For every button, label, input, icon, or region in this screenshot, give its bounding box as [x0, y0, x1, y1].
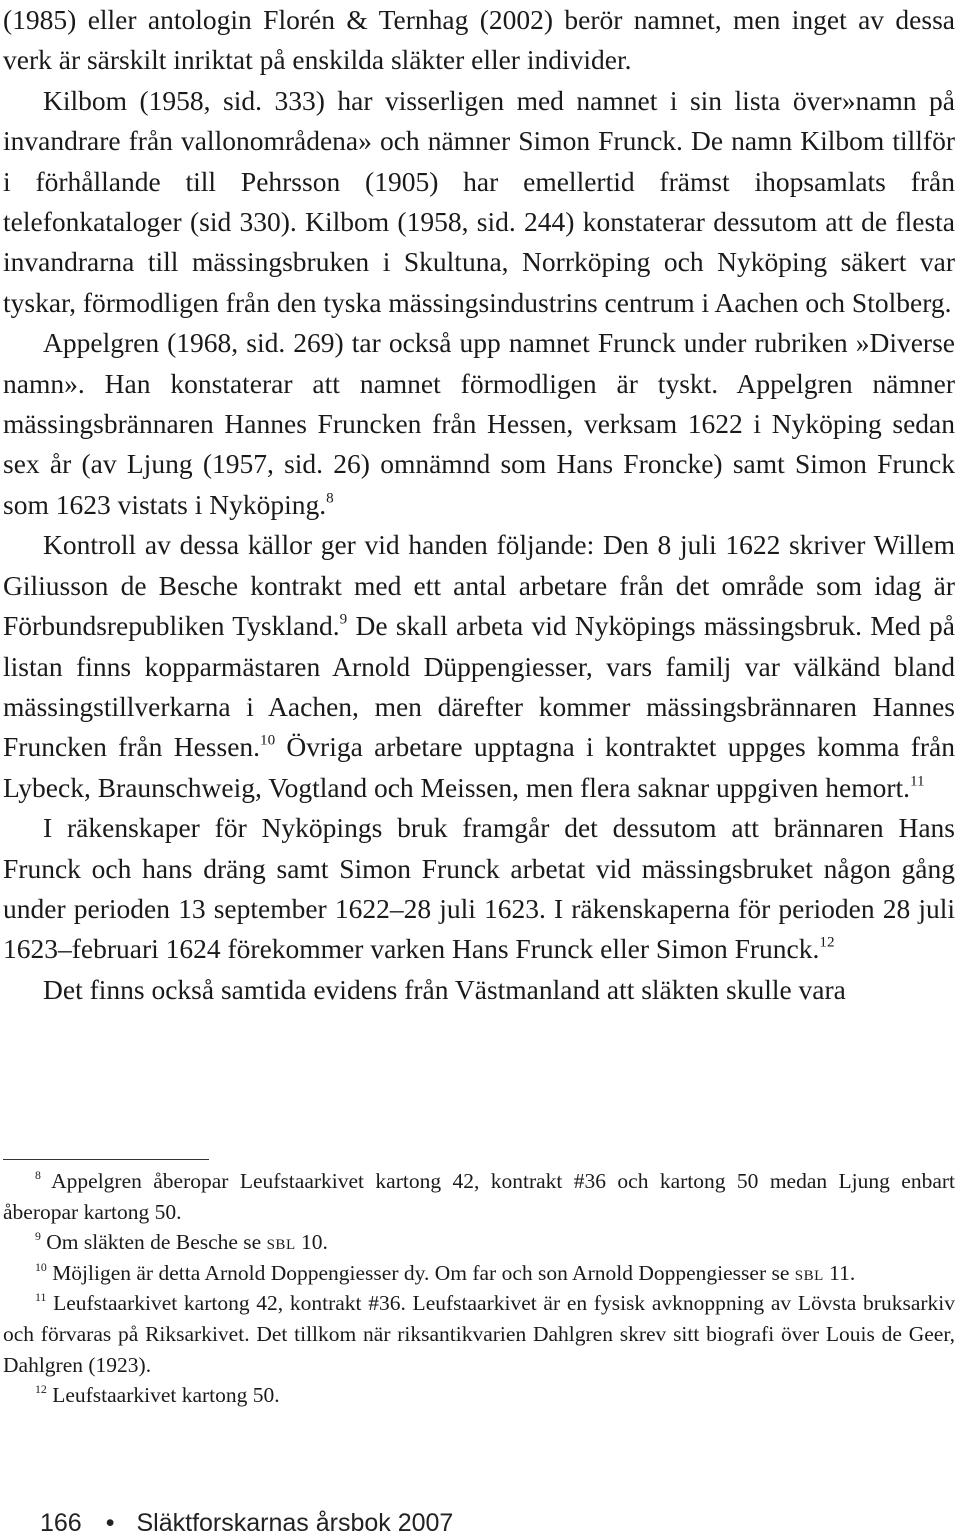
footnote-10-number: 10: [35, 1259, 47, 1274]
paragraph-4-text-b: De skall arbeta vid Nyköpings mässingsbruk. Med på listan finns kopparmästaren Arnold Düppengiesser, vars familj var välkänd bland mässingstillverkarna i Aachen, men därefter kommer mässingsbrännaren Hannes Fruncken från Hessen.: [3, 610, 955, 763]
footnote-ref-10[interactable]: 10: [260, 732, 276, 749]
footnote-10: [3, 1258, 955, 1289]
footnote-8: [3, 1166, 955, 1227]
footnote-11: [3, 1288, 955, 1380]
footnote-8-number: 8: [35, 1168, 41, 1183]
paragraph-1-text: (1985) eller antologin Florén & Ternhag (2002) berör namnet, men inget av dessa verk är särskilt inriktat på enskilda släkter eller individer.: [3, 4, 955, 76]
footnote-divider: [3, 1159, 209, 1160]
publication-title: Släktforskarnas årsbok 2007: [136, 1509, 454, 1537]
page-footer: [40, 1509, 453, 1538]
page: [3, 0, 955, 1010]
footer-bullet: •: [105, 1509, 115, 1537]
footnote-9-text-pre: Om släkten de Besche se: [46, 1230, 267, 1255]
footnotes: [3, 1166, 955, 1411]
footnote-12: [3, 1380, 955, 1411]
paragraph-4: [3, 525, 955, 808]
paragraph-3-text: Appelgren (1968, sid. 269) tar också upp namnet Frunck under rubriken »Diverse namn». Han konstaterar att namnet förmodligen är tyskt. Appelgren nämner mässingsbrännaren Hannes Fruncken från Hessen, verksam 1622 i Nyköping sedan sex år (av Ljung (1957, sid. 26) omnämnd som Hans Froncke) samt Simon Frunck som 1623 vistats i Nyköping.: [3, 327, 955, 520]
main-text: [3, 0, 955, 1010]
footnote-8-text: Appelgren åberopar Leufstaarkivet kartong 42, kontrakt #36 och kartong 50 medan Ljung enbart åberopar kartong 50.: [3, 1169, 955, 1224]
footnote-10-text-pre: Möjligen är detta Arnold Doppengiesser dy. Om far och son Arnold Doppengiesser se: [52, 1260, 795, 1285]
footnote-ref-9[interactable]: 9: [339, 611, 348, 628]
paragraph-5: [3, 808, 955, 970]
footnote-11-number: 11: [35, 1290, 47, 1305]
footnote-9-sbl: sbl: [266, 1230, 296, 1255]
footnote-9-text-post: 10.: [295, 1230, 328, 1255]
page-number: 166: [40, 1509, 82, 1537]
footnote-9: [3, 1227, 955, 1258]
footnote-9-number: 9: [35, 1229, 41, 1244]
paragraph-2-text: Kilbom (1958, sid. 333) har visserligen med namnet i sin lista över»namn på invandrare från vallonområdena» och nämner Simon Frunck. De namn Kilbom tillför i förhållande till Pehrsson (1905) har emellertid främst ihopsamlats från telefonkataloger (sid 330). Kilbom (1958, sid. 244) konstaterar dessutom att de flesta invandrarna till mässingsbruken i Skultuna, Norrköping och Nyköping säkert var tyskar, förmodligen från den tyska mässingsindustrins centrum i Aachen och Stolberg.: [3, 84, 955, 318]
footnote-10-text-post: 11.: [823, 1260, 856, 1285]
paragraph-4-text-c: Övriga arbetare upptagna i kontraktet uppges komma från Lybeck, Braunschweig, Vogtland och Meissen, men flera saknar uppgiven hemort.: [3, 731, 955, 803]
footnote-12-number: 12: [35, 1382, 47, 1397]
footnote-ref-12[interactable]: 12: [819, 935, 835, 951]
footnote-ref-8[interactable]: 8: [326, 490, 334, 507]
paragraph-2: [3, 81, 955, 323]
paragraph-6-text: Det finns också samtida evidens från Västmanland att släkten skulle vara: [43, 973, 846, 1005]
footnote-ref-11[interactable]: 11: [910, 773, 925, 790]
footnote-11-text: Leufstaarkivet kartong 42, kontrakt #36. Leufstaarkivet är en fysisk avknoppning av Lövsta bruksarkiv och förvaras på Riksarkivet. Det tillkom när riksantikvarien Dahlgren skrev sitt biografi över Louis de Geer, Dahlgren (1923).: [3, 1291, 955, 1377]
paragraph-1: [3, 0, 955, 81]
footnote-10-sbl: sbl: [794, 1260, 824, 1285]
paragraph-6: [3, 970, 955, 1010]
paragraph-5-text: I räkenskaper för Nyköpings bruk framgår det dessutom att brännaren Hans Frunck och hans dräng samt Simon Frunck arbetat vid mässingsbruket någon gång under perioden 13 september 1622–28 juli 1623. I räkenskaperna för perioden 28 juli 1623–februari 1624 förekommer varken Hans Frunck eller Simon Frunck.: [3, 812, 955, 965]
footnote-12-text: Leufstaarkivet kartong 50.: [52, 1383, 280, 1408]
paragraph-3: [3, 323, 955, 525]
paragraph-4-text-a: Kontroll av dessa källor ger vid handen följande: Den 8 juli 1622 skriver Willem Giliusson de Besche kontrakt med ett antal arbetare från det område som idag är Förbundsrepubliken Tyskland.: [3, 529, 955, 642]
